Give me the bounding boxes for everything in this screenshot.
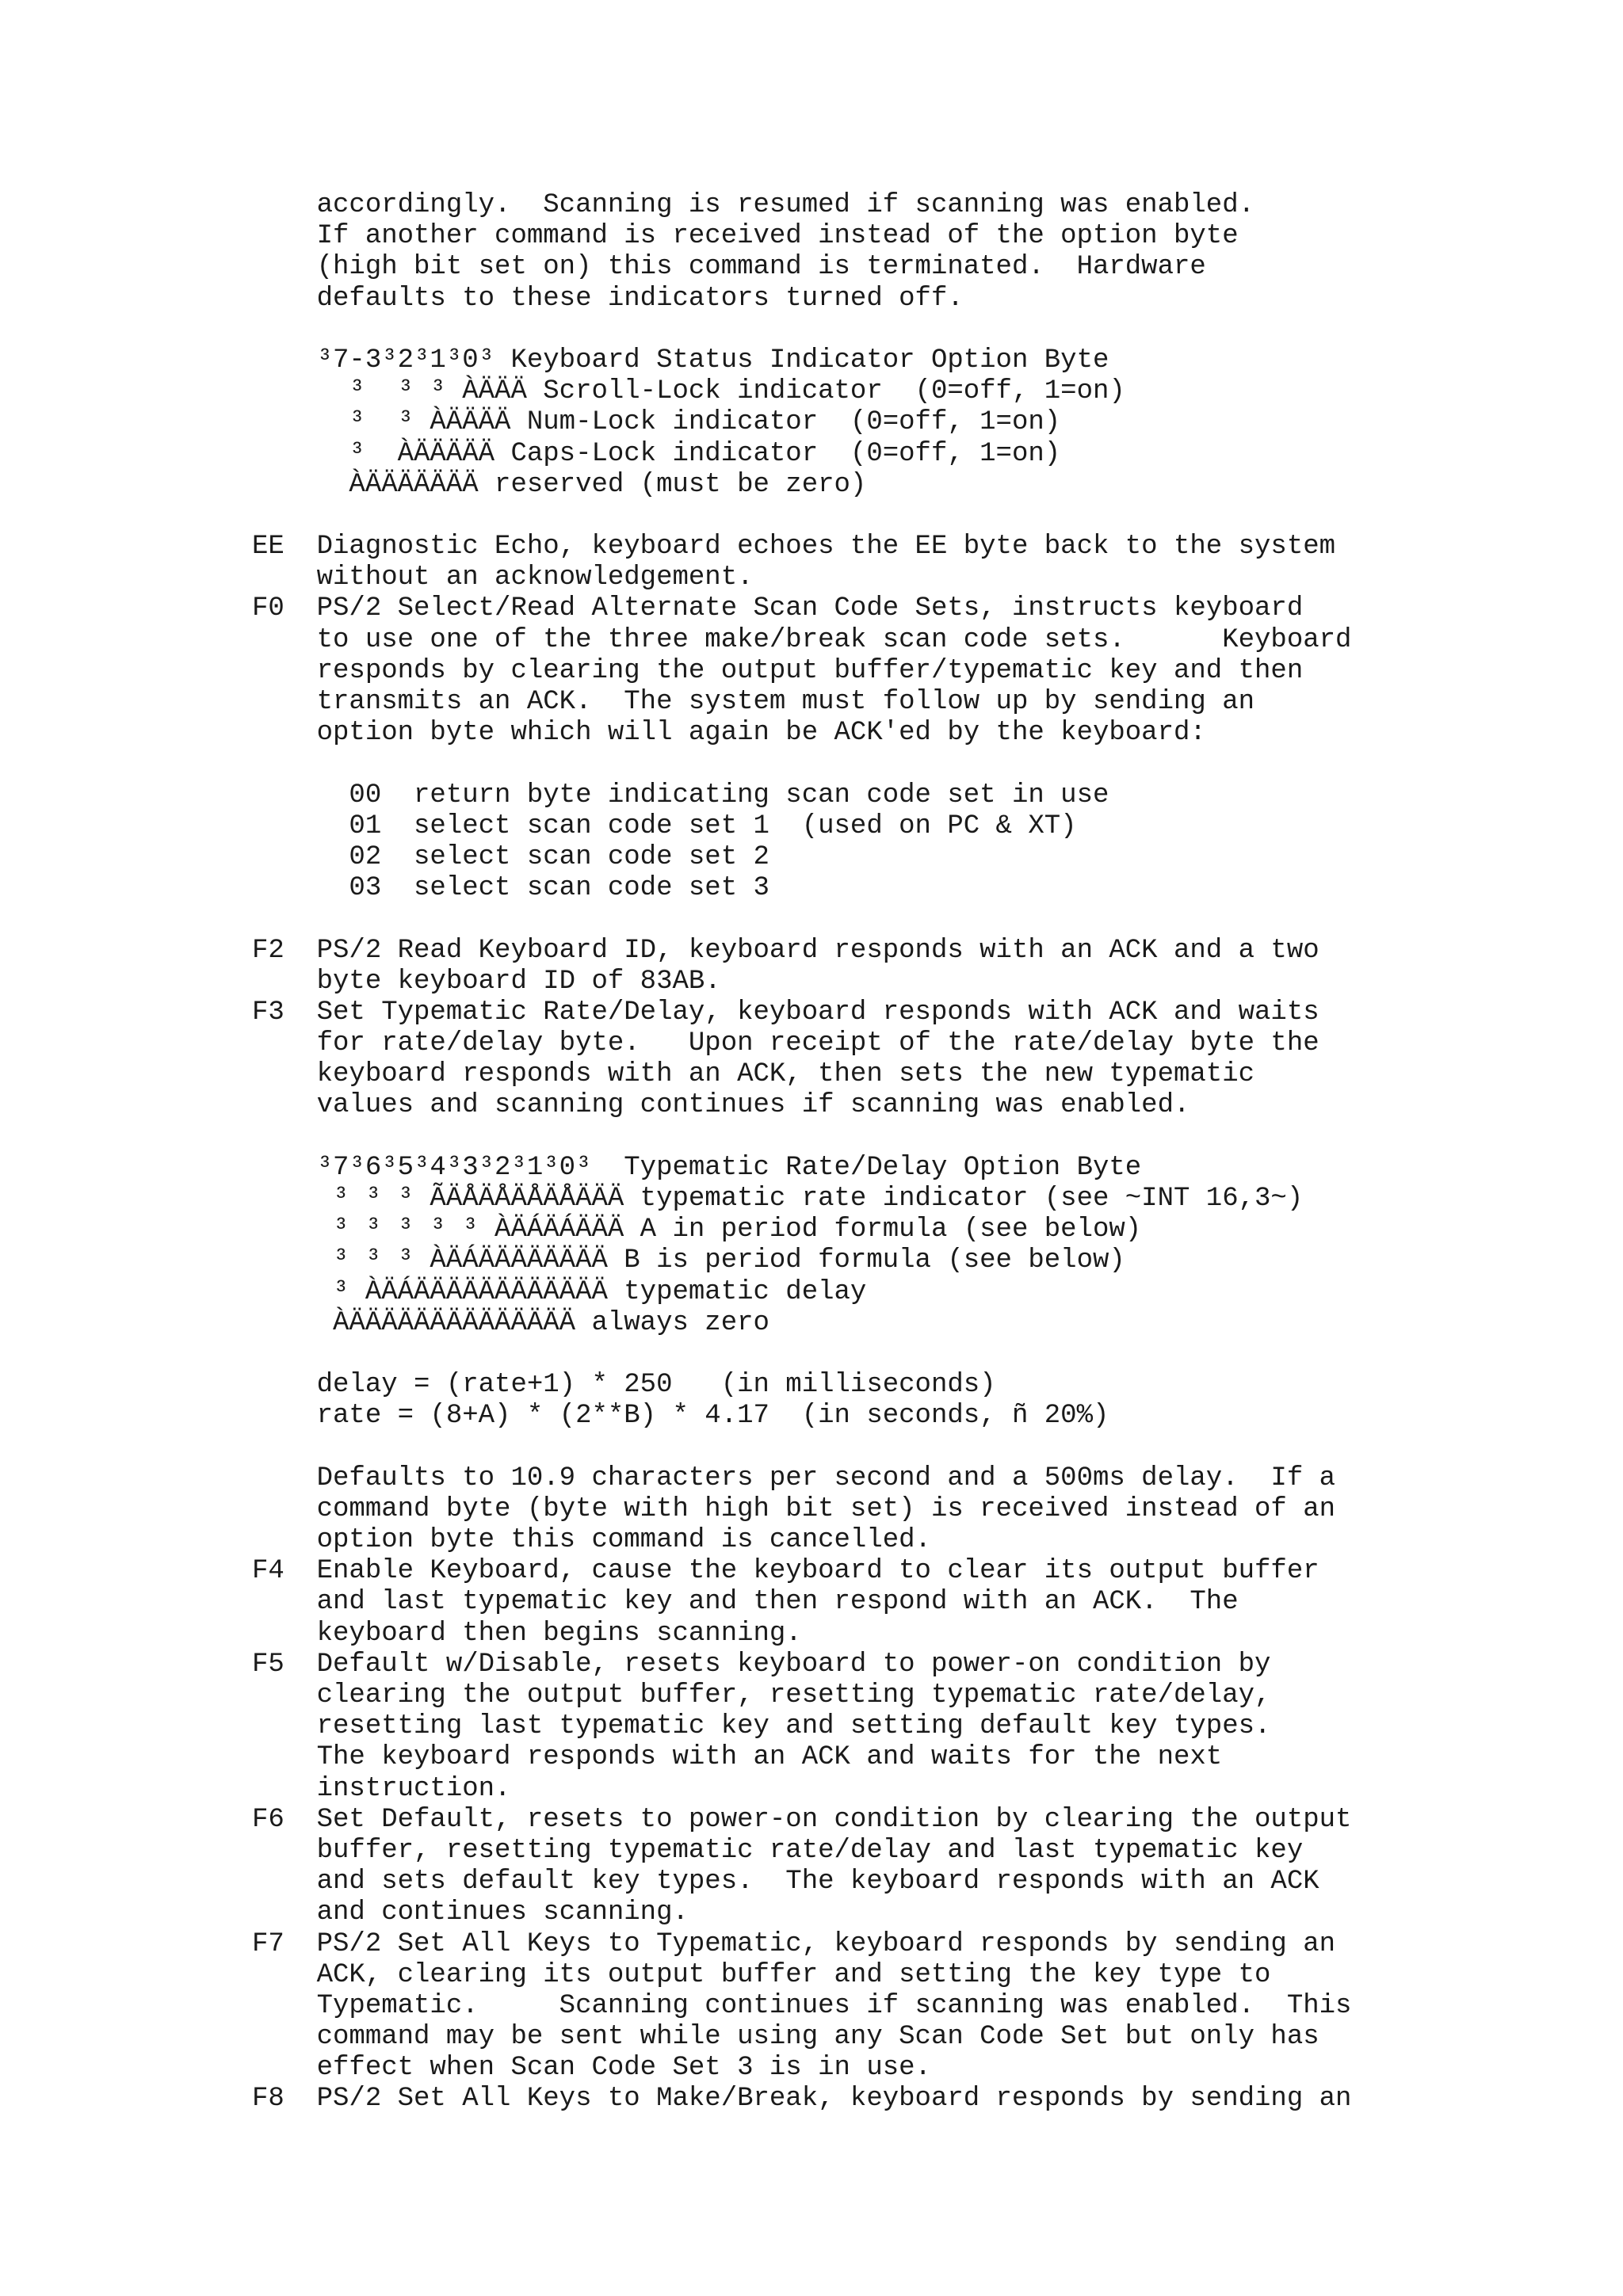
text-line: for rate/delay byte. Upon receipt of the rate/delay byte the (252, 1028, 1319, 1059)
text-line: F0 PS/2 Select/Read Alternate Scan Code Sets, instructs keyboard (252, 593, 1304, 624)
text-line: defaults to these indicators turned off. (252, 283, 964, 314)
text-line: and continues scanning. (252, 1897, 689, 1928)
text-line: accordingly. Scanning is resumed if scanning was enabled. (252, 190, 1255, 220)
text-line: EE Diagnostic Echo, keyboard echoes the EE byte back to the system (252, 532, 1336, 563)
text-line: If another command is received instead of the option byte (252, 221, 1239, 252)
text-line (252, 315, 1351, 345)
text-line (252, 749, 1351, 780)
text-line: option byte this command is cancelled. (252, 1525, 931, 1556)
text-line: ³ ³ ³ ÀÄÁÄÄÄÄÄÄÄÄ B is period formula (see below) (252, 1245, 1125, 1276)
text-line: command may be sent while using any Scan Code Set but only has (252, 2022, 1319, 2053)
text-line: F3 Set Typematic Rate/Delay, keyboard responds with ACK and waits (252, 997, 1319, 1028)
text-line: ³ ÀÄÄÄÄÄ Caps-Lock indicator (0=off, 1=on) (252, 438, 1061, 469)
text-line (252, 904, 1351, 935)
text-line: delay = (rate+1) * 250 (in milliseconds) (252, 1370, 996, 1401)
document-body (252, 190, 1351, 2115)
text-line: F6 Set Default, resets to power-on condition by clearing the output (252, 1804, 1352, 1835)
text-line: ³7³6³5³4³3³2³1³0³ Typematic Rate/Delay Option Byte (252, 1152, 1142, 1183)
text-line: keyboard then begins scanning. (252, 1618, 802, 1649)
text-line (252, 1432, 1351, 1463)
text-line: The keyboard responds with an ACK and waits for the next (252, 1742, 1223, 1773)
text-line: Defaults to 10.9 characters per second and a 500ms delay. If a (252, 1463, 1336, 1493)
text-line: instruction. (252, 1773, 511, 1804)
text-line: keyboard responds with an ACK, then sets the new typematic (252, 1059, 1255, 1090)
text-line: ³ ³ ³ ÀÄÄÄ Scroll-Lock indicator (0=off, 1=on) (252, 376, 1125, 407)
text-line: values and scanning continues if scanning was enabled. (252, 1090, 1190, 1121)
text-line: (high bit set on) this command is terminated. Hardware (252, 252, 1206, 283)
text-line: to use one of the three make/break scan code sets. Keyboard (252, 624, 1352, 655)
text-line: and last typematic key and then respond with an ACK. The (252, 1587, 1239, 1618)
text-line: ÀÄÄÄÄÄÄÄÄÄÄÄÄÄÄ always zero (252, 1307, 769, 1338)
text-line: F2 PS/2 Read Keyboard ID, keyboard responds with an ACK and a two (252, 935, 1319, 966)
text-line: effect when Scan Code Set 3 is in use. (252, 2053, 931, 2084)
text-line: 00 return byte indicating scan code set in use (252, 780, 1109, 810)
text-line: ³ ³ ³ ÃÄÅÄÅÄÅÄÅÄÄÄ typematic rate indicator (see ~INT 16,3~) (252, 1184, 1304, 1214)
text-line: without an acknowledgement. (252, 563, 754, 593)
text-line: Typematic. Scanning continues if scanning was enabled. This (252, 1990, 1352, 2021)
text-line: F7 PS/2 Set All Keys to Typematic, keyboard responds by sending an (252, 1928, 1336, 1959)
text-line: ACK, clearing its output buffer and setting the key type to (252, 1959, 1271, 1990)
text-line: buffer, resetting typematic rate/delay and last typematic key (252, 1835, 1304, 1866)
text-line: 01 select scan code set 1 (used on PC & XT) (252, 810, 1077, 841)
text-line: ³7-3³2³1³0³ Keyboard Status Indicator Option Byte (252, 345, 1109, 376)
text-line: rate = (8+A) * (2**B) * 4.17 (in seconds, ñ 20%) (252, 1401, 1109, 1432)
text-line: byte keyboard ID of 83AB. (252, 966, 721, 997)
text-line (252, 501, 1351, 532)
text-line: ³ ÀÄÁÄÄÄÄÄÄÄÄÄÄÄÄ typematic delay (252, 1276, 867, 1307)
text-line: responds by clearing the output buffer/typematic key and then (252, 655, 1304, 686)
text-line: F4 Enable Keyboard, cause the keyboard to clear its output buffer (252, 1556, 1319, 1587)
text-line: F5 Default w/Disable, resets keyboard to power-on condition by (252, 1649, 1271, 1680)
text-line: transmits an ACK. The system must follow up by sending an (252, 687, 1255, 717)
text-line (252, 1122, 1351, 1153)
text-line: ³ ³ ÀÄÄÄÄ Num-Lock indicator (0=off, 1=on) (252, 407, 1061, 438)
text-line: ³ ³ ³ ³ ³ ÀÄÁÄÁÄÄÄ A in period formula (see below) (252, 1215, 1142, 1245)
text-line: clearing the output buffer, resetting typematic rate/delay, (252, 1680, 1271, 1711)
text-line: option byte which will again be ACK'ed by the keyboard: (252, 718, 1206, 749)
text-line: F8 PS/2 Set All Keys to Make/Break, keyboard responds by sending an (252, 2084, 1352, 2115)
text-line: and sets default key types. The keyboard responds with an ACK (252, 1867, 1319, 1897)
text-line: 03 select scan code set 3 (252, 873, 769, 904)
text-line (252, 1339, 1351, 1370)
text-line: resetting last typematic key and setting default key types. (252, 1711, 1271, 1742)
text-line: command byte (byte with high bit set) is received instead of an (252, 1493, 1336, 1524)
text-line: 02 select scan code set 2 (252, 841, 769, 872)
text-line: ÀÄÄÄÄÄÄÄ reserved (must be zero) (252, 469, 867, 500)
